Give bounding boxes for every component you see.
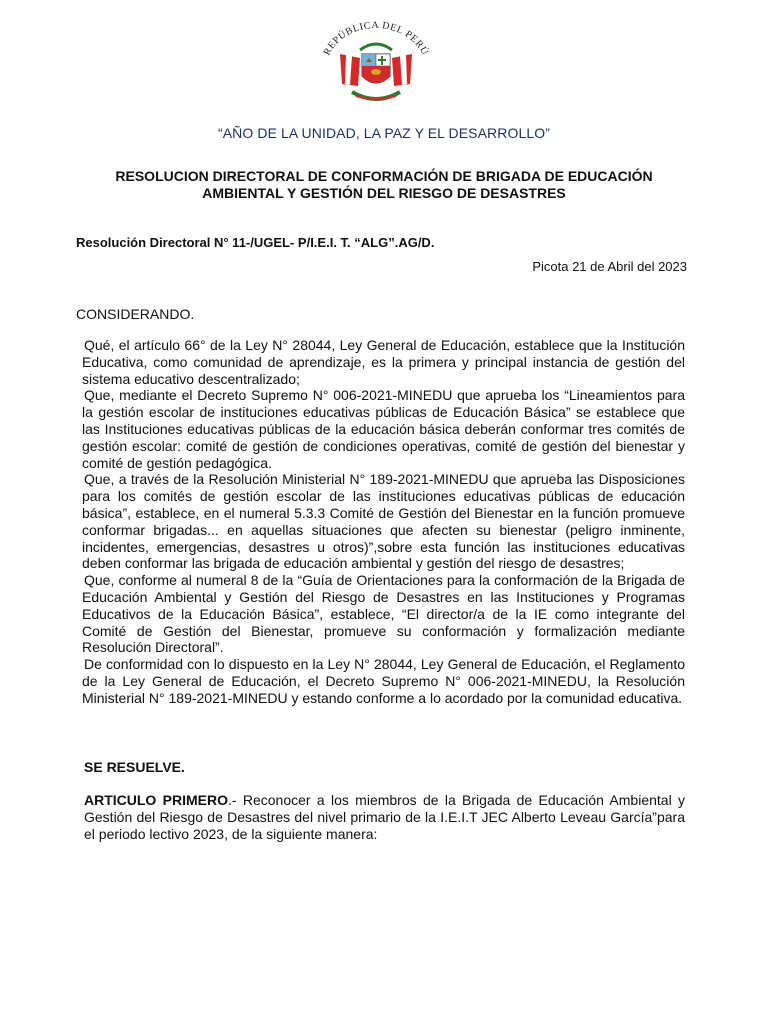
document-date: Picota 21 de Abril del 2023 xyxy=(532,259,687,274)
paragraph: Qué, el artículo 66° de la Ley N° 28044, Ley General de Educación, establece que la Institución Educativa, como comunidad de aprendizaje, es la primera y principal instancia de gestión del sistema educativo descentralizado; xyxy=(82,337,685,387)
considerando-heading: CONSIDERANDO. xyxy=(76,306,195,322)
seal-text: REPÚBLICA DEL PERÚ xyxy=(321,19,431,58)
article-text: .- Reconocer a los miembros de la Brigada de Educación Ambiental y Gestión del Riesgo de Desastres del nivel primario de la I.E.I.T JEC Alberto Leveau García”para el periodo lectivo 2023, de la siguiente manera: xyxy=(84,792,685,842)
resolution-number: Resolución Directoral N° 11-/UGEL- P/I.E.I. T. “ALG”.AG/D. xyxy=(76,235,435,250)
article-label: ARTICULO PRIMERO xyxy=(84,792,228,808)
title-line-1: RESOLUCION DIRECTORAL DE CONFORMACIÓN DE BRIGADA DE EDUCACIÓN xyxy=(115,168,653,184)
title-line-2: AMBIENTAL Y GESTIÓN DEL RIESGO DE DESASTRES xyxy=(202,185,566,201)
article-one xyxy=(84,792,685,842)
year-motto: “AÑO DE LA UNIDAD, LA PAZ Y EL DESARROLLO” xyxy=(217,125,550,141)
peru-coat-of-arms xyxy=(312,18,440,108)
paragraph: Que, mediante el Decreto Supremo N° 006-2021-MINEDU que aprueba los “Lineamientos para la gestión escolar de instituciones educativas públicas de Educación Básica” se establece que las Instituciones educativas públicas de la educación básica deberán conformar tres comités de gestión escolar: comité de gestión de condiciones operativas, comité de gestión del bienestar y comité de gestión pedagógica. xyxy=(82,387,685,471)
paragraph: Que, conforme al numeral 8 de la “Guía de Orientaciones para la conformación de la Brigada de Educación Ambiental y Gestión del Riesgo de Desastres en las Instituciones y Programas Educativos de la Educación Básica”, establece, “El director/a de la IE como integrante del Comité de Gestión del Bienestar, promueve su conformación y formalización mediante Resolución Directoral”. xyxy=(82,572,685,656)
svg-text:REPÚBLICA DEL PERÚ xyxy=(322,20,432,58)
paragraph: De conformidad con lo dispuesto en la Ley N° 28044, Ley General de Educación, el Reglamento de la Ley General de Educación, el Decreto Supremo N° 006-2021-MINEDU, la Resolución Ministerial N° 189-2021-MINEDU y estando conforme a lo acordado por la comunidad educativa. xyxy=(82,656,685,706)
resuelve-heading: SE RESUELVE. xyxy=(84,759,185,775)
document-title xyxy=(60,168,708,202)
considerando-body xyxy=(82,337,685,707)
paragraph: Que, a través de la Resolución Ministerial N° 189-2021-MINEDU que aprueba las Disposiciones para los comités de gestión escolar de las instituciones educativas públicas de educación básica”, establece, en el numeral 5.3.3 Comité de Gestión del Bienestar en la función promueve conformar brigadas... en aquellas situaciones que afecten su bienestar (peligro inminente, incidentes, emergencias, desastres u otros)”,sobre esta función las instituciones educativas deben conformar las brigada de educación ambiental y gestión del riesgo de desastres; xyxy=(82,471,685,572)
